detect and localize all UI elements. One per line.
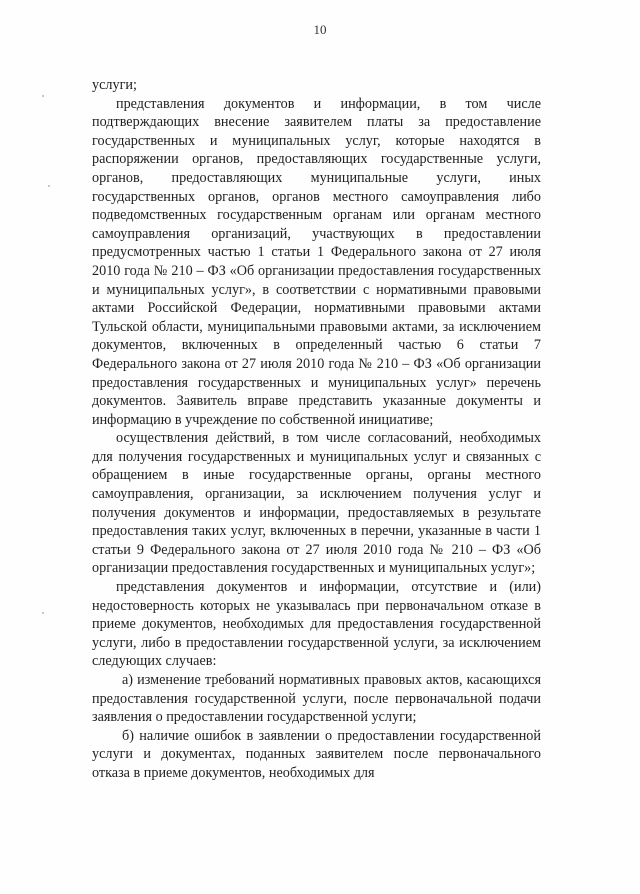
document-body xyxy=(92,76,541,783)
scan-speck xyxy=(42,612,44,614)
paragraph-1: услуги; xyxy=(92,77,137,93)
scan-speck xyxy=(42,95,44,97)
paragraph-6: б) наличие ошибок в заявлении о предоставлении государственной услуги и документах, поданных заявителем после первоначального отказа в приеме документов, необходимых для xyxy=(92,727,541,781)
paragraph-5: а) изменение требований нормативных правовых актов, касающихся предоставления государственной услуги, после первоначальной подачи заявления о предоставлении государственной услуги; xyxy=(92,672,541,726)
paragraph-4: представления документов и информации, отсутствие и (или) недостоверность которых не указывалась при первоначальном отказе в приеме документов, необходимых для предоставления государственной услуги, либо в предоставлении государственной услуги, за исключением следующих случаев: xyxy=(92,579,541,670)
scan-speck xyxy=(48,185,50,187)
page-number: 10 xyxy=(313,22,327,37)
paragraph-2: представления документов и информации, в том числе подтверждающих внесение заявителем платы за предоставление государственных и муниципальных услуг, которые находятся в распоряжении органов, предоставляющих государственные услуги, органов, предоставляющих муниципальные услуги, иных государственных органов, органов местного самоуправления либо подведомственных государственным органам или органам местного самоуправления организаций, участвующих в предоставлении предусмотренных частью 1 статьи 1 Федерального закона от 27 июля 2010 года № 210 – ФЗ «Об организации предоставления государственных и муниципальных услуг», в соответствии с нормативными правовыми актами Российской Федерации, нормативными правовыми актами Тульской области, муниципальными правовыми актами, за исключением документов, включенных в определенный частью 6 статьи 7 Федерального закона от 27 июля 2010 года № 210 – ФЗ «Об организации предоставления государственных и муниципальных услуг» перечень документов. Заявитель вправе представить указанные документы и информацию в учреждение по собственной инициативе; xyxy=(92,95,541,428)
paragraph-3: осуществления действий, в том числе согласований, необходимых для получения государственных и муниципальных услуг и связанных с обращением в иные государственные органы, органы местного самоуправления, организации, за исключением получения услуг и получения документов и информации, предоставляемых в результате предоставления таких услуг, включенных в перечни, указанные в части 1 статьи 9 Федерального закона от 27 июля 2010 года № 210 – ФЗ «Об организации предоставления государственных и муниципальных услуг»; xyxy=(92,430,541,577)
